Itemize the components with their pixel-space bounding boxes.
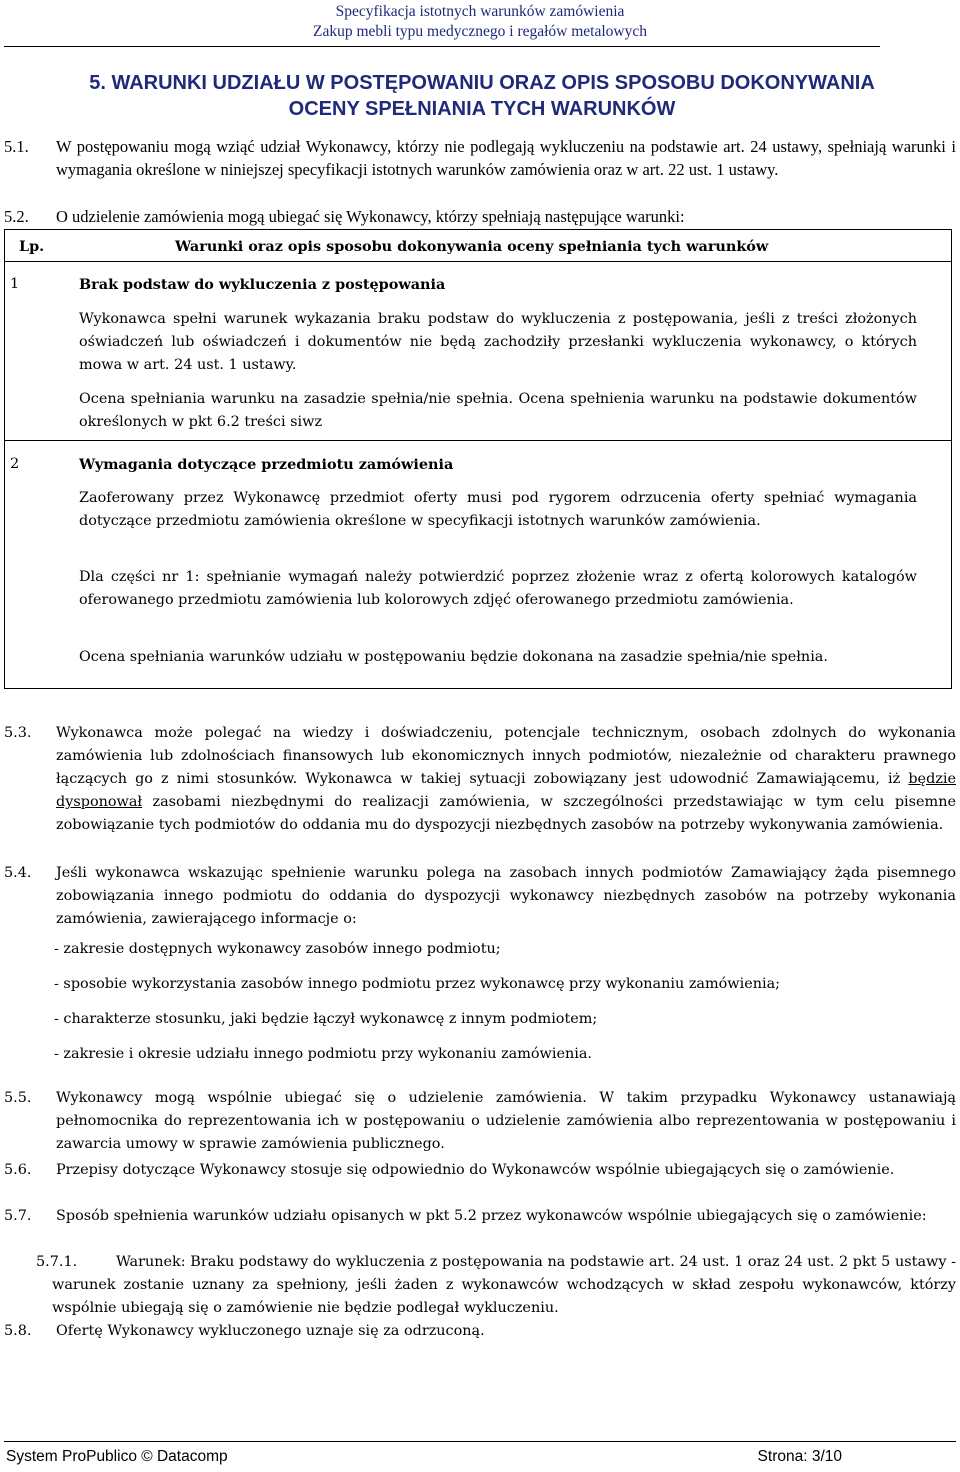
paragraph-5-7-1 — [36, 1251, 956, 1320]
page-number: Strona: 3/10 — [757, 1448, 842, 1465]
paragraph-number: 5.7.1. — [36, 1254, 78, 1270]
paragraph-number: 5.8. — [4, 1323, 32, 1339]
list-item: - sposobie wykorzystania zasobów innego podmiotu przez wykonawcę przy wykonaniu zamówienia; — [54, 976, 781, 992]
section-title-line-2: OCENY SPEŁNIANIA TYCH WARUNKÓW — [288, 98, 676, 120]
paragraph-number: 5.6. — [4, 1162, 32, 1178]
column-header-lp: Lp. — [19, 238, 45, 255]
paragraph-5-5 — [4, 1087, 956, 1156]
footer-left: System ProPublico © Datacomp — [6, 1448, 228, 1465]
row-paragraph: Wykonawca spełni warunek wykazania braku podstaw do wykluczenia z postępowania, jeśli z treści złożonych oświadczeń lub oświadczeń i dokumentów nie będą zachodziły przesłanki wykluczenia wykonawcy, o których mowa w art. 24 ust. 1 ustawy. — [79, 311, 917, 373]
header-line-2: Zakup mebli typu medycznego i regałów metalowych — [312, 23, 647, 40]
paragraph-5-7 — [4, 1205, 956, 1228]
table-header — [5, 230, 951, 262]
paragraph-text: Wykonawcy mogą wspólnie ubiegać się o udzielenie zamówienia. W takim przypadku Wykonawcy ustanawiają pełnomocnika do reprezentowania ich w postępowaniu o udzielenie zamówienia albo reprezentowania w postępowaniu i zawarcia umowy w sprawie zamówienia publicznego. — [56, 1090, 956, 1152]
conditions-table — [4, 229, 952, 689]
row-title: Wymagania dotyczące przedmiotu zamówienia — [79, 456, 454, 473]
paragraph-5-8 — [4, 1320, 956, 1343]
row-paragraph: Zaoferowany przez Wykonawcę przedmiot oferty musi pod rygorem odrzucenia oferty spełniać wymagania dotyczące przedmiotu zamówienia określone w specyfikacji istotnych warunków zamówienia. — [79, 490, 917, 529]
paragraph-5-1 — [4, 135, 956, 181]
paragraph-text: Przepisy dotyczące Wykonawcy stosuje się odpowiednio do Wykonawców wspólnie ubiegających się o zamówienie. — [56, 1162, 895, 1178]
row-title: Brak podstaw do wykluczenia z postępowania — [79, 276, 446, 293]
paragraph-5-2 — [4, 205, 956, 228]
footer-divider — [4, 1441, 956, 1442]
paragraph-number: 5.5. — [4, 1090, 32, 1106]
list-item: - zakresie dostępnych wykonawcy zasobów innego podmiotu; — [54, 941, 501, 957]
row-paragraph: Ocena spełniania warunku na zasadzie spełnia/nie spełnia. Ocena spełnienia warunku na podstawie dokumentów określonych w pkt 6.2 treści siwz — [79, 391, 917, 430]
paragraph-text — [56, 722, 956, 837]
paragraph-number: 5.4. — [4, 865, 32, 881]
section-title — [10, 70, 954, 122]
list-item: - charakterze stosunku, jaki będzie łączył wykonawcę z innym podmiotem; — [54, 1011, 598, 1027]
paragraph-text: Jeśli wykonawca wskazując spełnienie warunku polega na zasobach innych podmiotów Zamawiający żąda pisemnego zobowiązania innego podmiotu do oddania do dyspozycji wykonawcy niezbędnych zasobów na potrzeby wykonania zamówienia, zawierającego informacje o: — [56, 865, 956, 927]
paragraph-5-6 — [4, 1159, 956, 1182]
text-part: Wykonawca może polegać na wiedzy i doświadczeniu, potencjale technicznym, osobach zdolnych do wykonania zamówienia lub zdolnościach finansowych lub ekonomicznych innych podmiotów, niezależnie od charakteru prawnego łączących go z nimi stosunków. Wykonawca w takiej sytuacji zobowiązany jest udowodnić Zamawiającemu, iż — [56, 725, 956, 787]
header-divider — [4, 46, 880, 47]
paragraph-number: 5.2. — [4, 207, 29, 226]
column-header-description: Warunki oraz opis sposobu dokonywania oceny spełniania tych warunków — [175, 238, 769, 255]
row-paragraph: Ocena spełniania warunków udziału w postępowaniu będzie dokonana na zasadzie spełnia/nie spełnia. — [79, 649, 828, 665]
section-title-line-1: 5. WARUNKI UDZIAŁU W POSTĘPOWANIU ORAZ OPIS SPOSOBU DOKONYWANIA — [89, 72, 875, 94]
paragraph-5-4 — [4, 862, 956, 931]
row-number: 2 — [10, 456, 20, 472]
paragraph-number: 5.7. — [4, 1208, 32, 1224]
paragraph-text: O udzielenie zamówienia mogą ubiegać się Wykonawcy, którzy spełniają następujące warunki: — [56, 207, 685, 226]
list-item: - zakresie i okresie udziału innego podmiotu przy wykonaniu zamówienia. — [54, 1046, 593, 1062]
header-line-1: Specyfikacja istotnych warunków zamówienia — [335, 3, 625, 20]
paragraph-number: 5.1. — [4, 137, 29, 156]
paragraph-text: Sposób spełnienia warunków udziału opisanych w pkt 5.2 przez wykonawców wspólnie ubiegających się o zamówienie: — [56, 1208, 927, 1224]
row-paragraph: Dla części nr 1: spełnianie wymagań należy potwierdzić poprzez złożenie wraz z ofertą kolorowych katalogów oferowanego przedmiotu zamówienia lub kolorowych zdjęć oferowanego przedmiotu zamówienia. — [79, 569, 917, 608]
paragraph-5-3 — [4, 722, 956, 837]
paragraph-text: W postępowaniu mogą wziąć udział Wykonawcy, którzy nie podlegają wykluczeniu na podstawie art. 24 ustawy, spełniają warunki i wymagania określone w niniejszej specyfikacji istotnych warunków zamówienia oraz w art. 22 ust. 1 ustawy. — [56, 137, 956, 179]
row-number: 1 — [10, 276, 20, 292]
text-part: zasobami niezbędnymi do realizacji zamówienia, w szczególności przedstawiając w tym celu pisemne zobowiązanie tych podmiotów do oddania mu do dyspozycji niezbędnych zasobów na potrzeby wykonywania zamówienia. — [56, 794, 956, 833]
underlined-text: będzie dysponował — [56, 771, 956, 810]
paragraph-text: Ofertę Wykonawcy wykluczonego uznaje się za odrzuconą. — [56, 1323, 485, 1339]
paragraph-number: 5.3. — [4, 725, 32, 741]
paragraph-text: Warunek: Braku podstawy do wykluczenia z postępowania na podstawie art. 24 ust. 1 oraz 24 ust. 2 pkt 5 ustawy - warunek zostanie uznany za spełniony, jeśli żaden z wykonawców wchodzących w skład zespołu wykonawców, którzy wspólnie ubiegają się o zamówienie nie będzie podlegał wykluczeniu. — [52, 1254, 956, 1316]
row-divider — [5, 440, 951, 441]
